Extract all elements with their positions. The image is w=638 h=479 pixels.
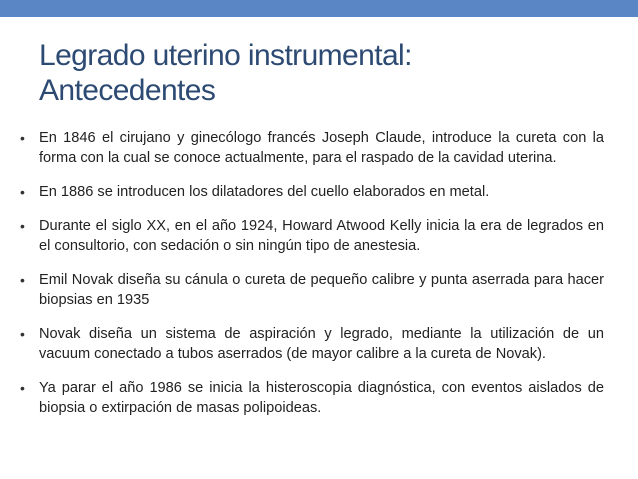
bullet-item — [20, 216, 604, 256]
slide-title — [39, 38, 599, 108]
bullet-item — [20, 324, 604, 364]
bullet-text: En 1846 el cirujano y ginecólogo francés Joseph Claude, introduce la cureta con la forma con la cual se conoce actualmente, para el raspado de la cavidad uterina. — [39, 130, 604, 166]
bullet-marker: • — [20, 272, 25, 288]
slide-title-line-2: Antecedentes — [39, 74, 216, 107]
bullet-marker: • — [20, 326, 25, 342]
bullet-marker: • — [20, 218, 25, 234]
bullet-marker: • — [20, 130, 25, 146]
bullet-item — [20, 128, 604, 168]
top-accent-bar — [0, 0, 638, 17]
bullet-marker: • — [20, 184, 25, 200]
bullet-item — [20, 182, 604, 202]
bullet-text: Ya parar el año 1986 se inicia la histeroscopia diagnóstica, con eventos aislados de biopsia o extirpación de masas polipoideas. — [39, 380, 604, 416]
bullet-text: Durante el siglo XX, en el año 1924, Howard Atwood Kelly inicia la era de legrados en el consultorio, con sedación o sin ningún tipo de anestesia. — [39, 218, 604, 254]
bullet-text: En 1886 se introducen los dilatadores del cuello elaborados en metal. — [39, 184, 490, 200]
bullet-text: Novak diseña un sistema de aspiración y legrado, mediante la utilización de un vacuum conectado a tubos aserrados (de mayor calibre a la cureta de Novak). — [39, 326, 604, 362]
bullet-text: Emil Novak diseña su cánula o cureta de pequeño calibre y punta aserrada para hacer biopsias en 1935 — [39, 272, 604, 308]
bullet-list — [20, 128, 604, 432]
bullet-marker: • — [20, 380, 25, 396]
bullet-item — [20, 378, 604, 418]
bullet-item — [20, 270, 604, 310]
slide-title-line-1: Legrado uterino instrumental: — [39, 39, 412, 72]
